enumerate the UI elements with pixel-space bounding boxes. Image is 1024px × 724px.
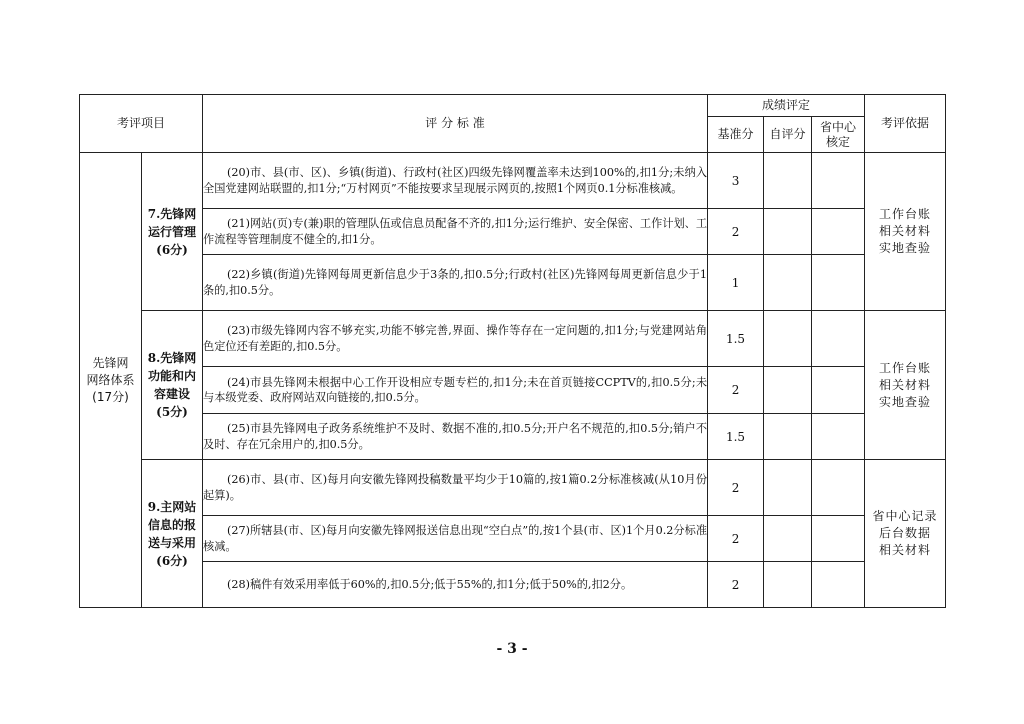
header-criteria: 评 分 标 准 (203, 95, 708, 153)
province-score-cell (812, 209, 865, 255)
header-evaluation: 成绩评定 (708, 95, 865, 117)
self-score-cell (764, 153, 812, 209)
base-score-cell: 2 (708, 209, 764, 255)
self-score-cell (764, 255, 812, 311)
self-score-cell (764, 460, 812, 516)
base-score-cell: 2 (708, 516, 764, 562)
province-score-cell (812, 414, 865, 460)
province-score-cell (812, 516, 865, 562)
criteria-cell: (22)乡镇(街道)先锋网每周更新信息少于3条的,扣0.5分;行政村(社区)先锋网每周更新信息少于1条的,扣0.5分。 (203, 255, 708, 311)
criteria-cell: (27)所辖县(市、区)每月向安徽先锋网报送信息出现“空白点”的,按1个县(市、区)1个月0.2分标准核减。 (203, 516, 708, 562)
criteria-cell: (25)市县先锋网电子政务系统维护不及时、数据不准的,扣0.5分;开户名不规范的,扣0.5分;销户不及时、存在冗余用户的,扣0.5分。 (203, 414, 708, 460)
self-score-cell (764, 562, 812, 608)
criteria-cell: (20)市、县(市、区)、乡镇(街道)、行政村(社区)四级先锋网覆盖率未达到100%的,扣1分;未纳入全国党建网站联盟的,扣1分;“万村网页”不能按要求呈现展示网页的,按照1个网页0.1分标准核减。 (203, 153, 708, 209)
province-score-cell (812, 153, 865, 209)
criteria-cell: (26)市、县(市、区)每月向安徽先锋网投稿数量平均少于10篇的,按1篇0.2分标准核减(从10月份起算)。 (203, 460, 708, 516)
province-score-cell (812, 562, 865, 608)
criteria-cell: (23)市级先锋网内容不够充实,功能不够完善,界面、操作等存在一定问题的,扣1分;与党建网站角色定位还有差距的,扣0.5分。 (203, 311, 708, 367)
self-score-cell (764, 367, 812, 414)
group-title-7: 7.先锋网 运行管理 (6分) (142, 153, 203, 311)
header-self-score: 自评分 (764, 117, 812, 153)
header-base-score: 基准分 (708, 117, 764, 153)
page-number: - 3 - (496, 641, 528, 657)
base-score-cell: 1 (708, 255, 764, 311)
self-score-cell (764, 311, 812, 367)
criteria-cell: (28)稿件有效采用率低于60%的,扣0.5分;低于55%的,扣1分;低于50%的,扣2分。 (203, 562, 708, 608)
base-score-cell: 2 (708, 367, 764, 414)
self-score-cell (764, 209, 812, 255)
province-score-cell (812, 311, 865, 367)
basis-cell-8: 工作台账 相关材料 实地查验 (865, 311, 946, 460)
base-score-cell: 2 (708, 460, 764, 516)
group-title-8: 8.先锋网 功能和内 容建设 (5分) (142, 311, 203, 460)
basis-cell-7: 工作台账 相关材料 实地查验 (865, 153, 946, 311)
self-score-cell (764, 516, 812, 562)
self-score-cell (764, 414, 812, 460)
criteria-cell: (24)市县先锋网未根据中心工作开设相应专题专栏的,扣1分;未在首页链接CCPTV的,扣0.5分;未与本级党委、政府网站双向链接的,扣0.5分。 (203, 367, 708, 414)
province-score-cell (812, 460, 865, 516)
province-score-cell (812, 255, 865, 311)
basis-cell-9: 省中心记录 后台数据 相关材料 (865, 460, 946, 608)
group-title-9: 9.主网站 信息的报 送与采用 (6分) (142, 460, 203, 608)
section-title: 先锋网 网络体系 (17分) (80, 153, 142, 608)
base-score-cell: 1.5 (708, 414, 764, 460)
base-score-cell: 1.5 (708, 311, 764, 367)
province-score-cell (812, 367, 865, 414)
base-score-cell: 3 (708, 153, 764, 209)
base-score-cell: 2 (708, 562, 764, 608)
header-item: 考评项目 (80, 95, 203, 153)
header-province-check: 省中心核定 (812, 117, 865, 153)
criteria-cell: (21)网站(页)专(兼)职的管理队伍或信息员配备不齐的,扣1分;运行维护、安全保密、工作计划、工作流程等管理制度不健全的,扣1分。 (203, 209, 708, 255)
header-basis: 考评依据 (865, 95, 946, 153)
assessment-table (79, 94, 946, 608)
